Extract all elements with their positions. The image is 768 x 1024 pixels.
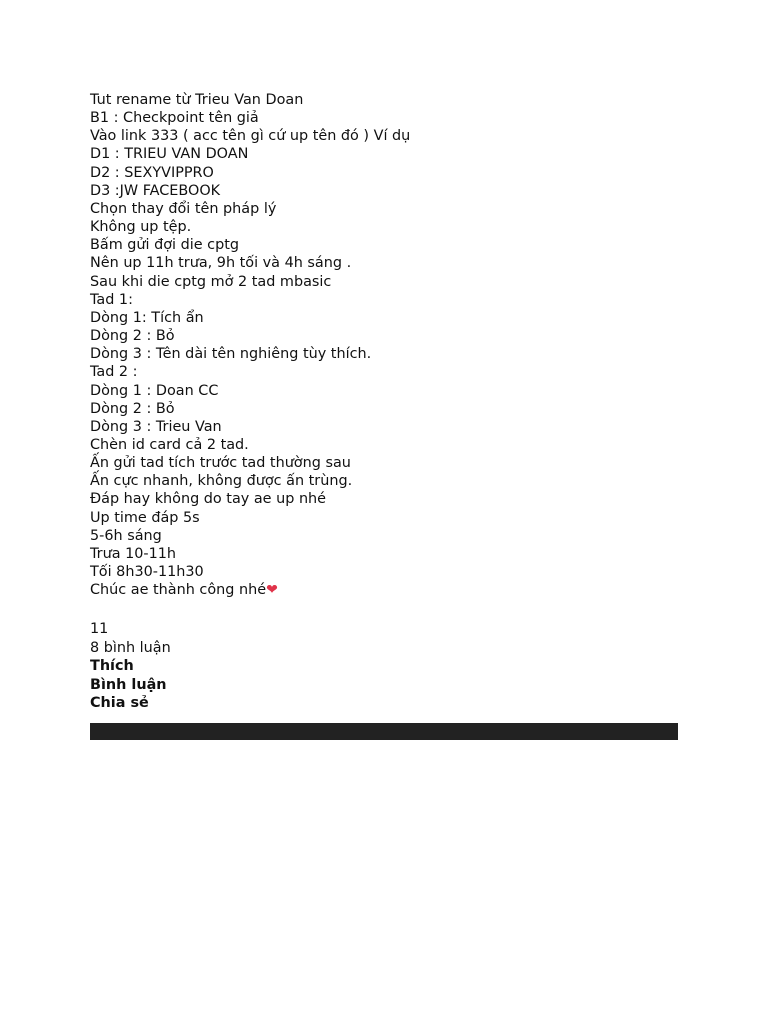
post-container [90,91,678,740]
post-line: Chèn id card cả 2 tad. [90,436,249,453]
post-stats [90,620,678,657]
post-line: Ấn cực nhanh, không được ấn trùng. [90,473,353,490]
post-closing-line [90,581,678,599]
post-line: B1 : Checkpoint tên giả [90,110,259,127]
share-button[interactable]: Chia sẻ [90,694,149,711]
post-actions [90,657,678,712]
post-line: Dòng 2 : Bỏ [90,400,175,417]
post-line: Dòng 1: Tích ẩn [90,309,204,326]
closing-text: Chúc ae thành công nhé [90,582,267,599]
post-line: Đáp hay không do tay ae up nhé [90,491,327,508]
post-line: Dòng 1 : Doan CC [90,382,219,399]
post-line: Dòng 2 : Bỏ [90,328,175,345]
divider-bar [90,723,678,740]
heart-icon: ❤ [266,582,278,599]
post-line: Tut rename từ Trieu Van Doan [90,92,304,108]
post-line: Dòng 3 : Trieu Van [90,418,222,435]
post-line: D2 : SEXYVIPPRO [90,164,214,181]
post-line: Sau khi die cptg mở 2 tad mbasic [90,273,332,290]
post-line: Tad 2 : [90,364,138,381]
post-line: Up time đáp 5s [90,509,200,526]
post-line: D3 :JW FACEBOOK [90,182,221,199]
post-line: Bấm gửi đợi die cptg [90,237,240,254]
post-line: Không up tệp. [90,219,192,236]
comment-count[interactable]: 8 bình luận [90,639,171,656]
comment-button[interactable]: Bình luận [90,676,167,693]
post-line: Vào link 333 ( acc tên gì cứ up tên đó ) Ví dụ [90,128,411,145]
post-line: Nên up 11h trưa, 9h tối và 4h sáng . [90,255,352,272]
like-button[interactable]: Thích [90,658,134,675]
post-line: D1 : TRIEU VAN DOAN [90,146,249,163]
post-line: Dòng 3 : Tên dài tên nghiêng tùy thích. [90,346,372,363]
post-line: 5-6h sáng [90,527,162,544]
post-body [90,91,678,599]
reaction-count[interactable]: 11 [90,621,109,638]
post-line: Tad 1: [90,291,133,308]
post-line: Tối 8h30-11h30 [90,564,204,581]
post-line: Trưa 10-11h [90,545,177,562]
post-line: Ấn gửi tad tích trước tad thường sau [90,455,351,472]
post-line: Chọn thay đổi tên pháp lý [90,200,277,217]
